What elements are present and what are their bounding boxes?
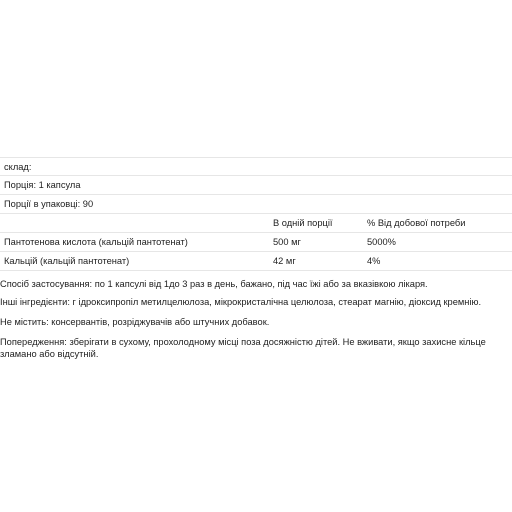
nutrient-name: Кальцій (кальцій пантотенат) <box>4 256 130 266</box>
warning-note: Попередження: зберігати в сухому, прохолодному місці поза досяжністю дітей. Не вживати, якщо захисне кільце зламано або відсутній. <box>0 337 486 359</box>
column-headers-row <box>0 214 512 233</box>
supplement-facts-table <box>0 157 512 271</box>
nutrient-daily-value: 5000% <box>367 237 396 247</box>
servings-per-container-row <box>0 195 512 214</box>
table-row <box>0 252 512 271</box>
servings-per-container: Порції в упаковці: 90 <box>4 199 94 209</box>
nutrient-daily-value: 4% <box>367 256 381 266</box>
nutrient-amount: 500 мг <box>273 237 301 247</box>
nutrient-amount: 42 мг <box>273 256 296 266</box>
column-header-daily-value: % Від добової потреби <box>367 218 466 228</box>
facts-header: склад: <box>4 162 32 172</box>
serving-size-row <box>0 176 512 195</box>
free-of-note: Не містить: консервантів, розріджувачів або штучних добавок. <box>0 317 270 327</box>
table-row <box>0 233 512 252</box>
usage-note: Спосіб застосування: по 1 капсулі від 1до 3 раз в день, бажано, під час їжі або за вказівкою лікаря. <box>0 279 428 289</box>
serving-size: Порція: 1 капсула <box>4 180 81 190</box>
facts-header-row <box>0 157 512 176</box>
nutrient-name: Пантотенова кислота (кальцій пантотенат) <box>4 237 188 247</box>
other-ingredients-note: Інші інгредієнти: г ідроксипропіл метилцелюлоза, мікрокристалічна целюлоза, стеарат магнію, діоксид кремнію. <box>0 297 482 307</box>
column-header-per-serving: В одній порції <box>273 218 333 228</box>
